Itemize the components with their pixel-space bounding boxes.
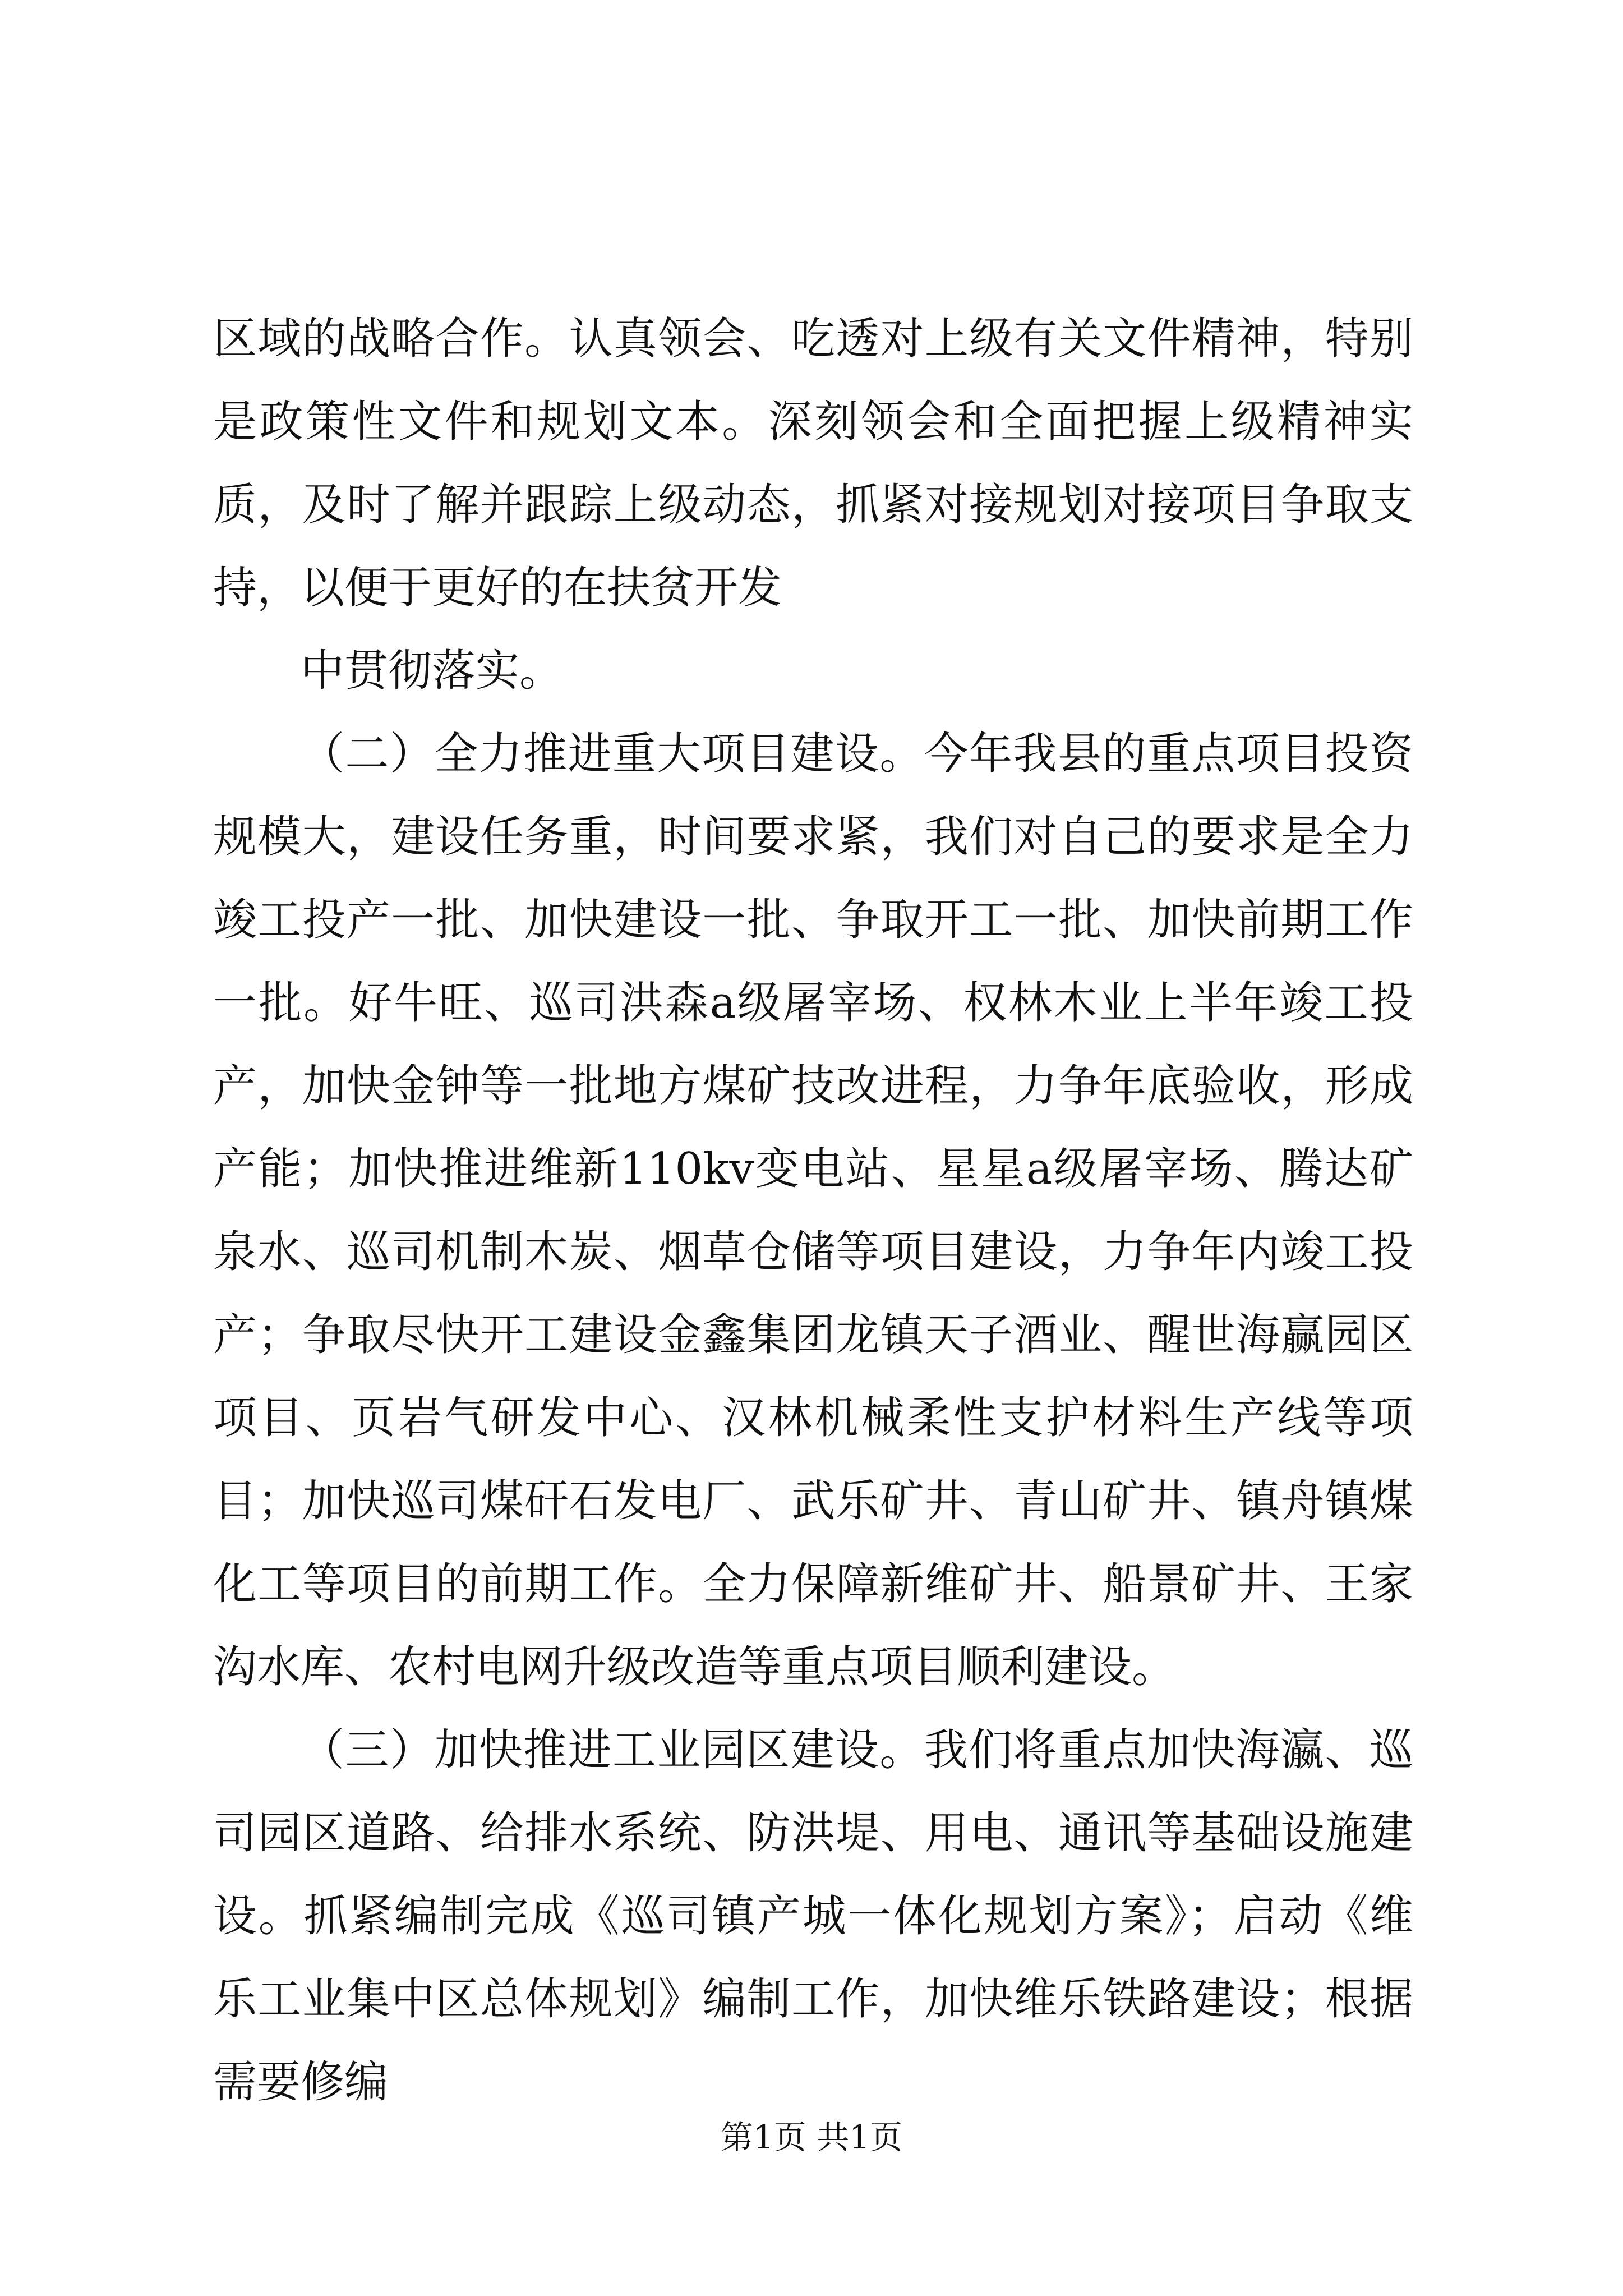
- paragraph-3: （二）全力推进重大项目建设。今年我县的重点项目投资规模大，建设任务重，时间要求紧，我们对自己的要求是全力竣工投产一批、加快建设一批、争取开工一批、加快前期工作一批。好牛旺、巡司洪森a级屠宰场、权林木业上半年竣工投产，加快金钟等一批地方煤矿技改进程，力争年底验收，形成产能；加快推进维新110kv变电站、星星a级屠宰场、腾达矿泉水、巡司机制木炭、烟草仓储等项目建设，力争年内竣工投产；争取尽快开工建设金鑫集团龙镇天子酒业、醒世海赢园区项目、页岩气研发中心、汉林机械柔性支护材料生产线等项目；加快巡司煤矸石发电厂、武乐矿井、青山矿井、镇舟镇煤化工等项目的前期工作。全力保障新维矿井、船景矿井、王家沟水库、农村电网升级改造等重点项目顺利建设。: [213, 729, 1413, 1692]
- paragraph-1: 区域的战略合作。认真领会、吃透对上级有关文件精神，特别是政策性文件和规划文本。深刻领会和全面把握上级精神实质，及时了解并跟踪上级动态，抓紧对接规划对接项目争取支持，以便于更好的在扶贫开发: [213, 314, 1413, 613]
- body-text: [213, 297, 1413, 2124]
- paragraph-2: 中贯彻落实。: [301, 646, 564, 696]
- paragraph-4: （三）加快推进工业园区建设。我们将重点加快海瀛、巡司园区道路、给排水系统、防洪堤、用电、通讯等基础设施建设。抓紧编制完成《巡司镇产城一体化规划方案》；启动《维乐工业集中区总体规划》编制工作，加快维乐铁路建设；根据需要修编: [213, 1725, 1413, 2108]
- page-footer: 第1页 共1页: [720, 2118, 903, 2156]
